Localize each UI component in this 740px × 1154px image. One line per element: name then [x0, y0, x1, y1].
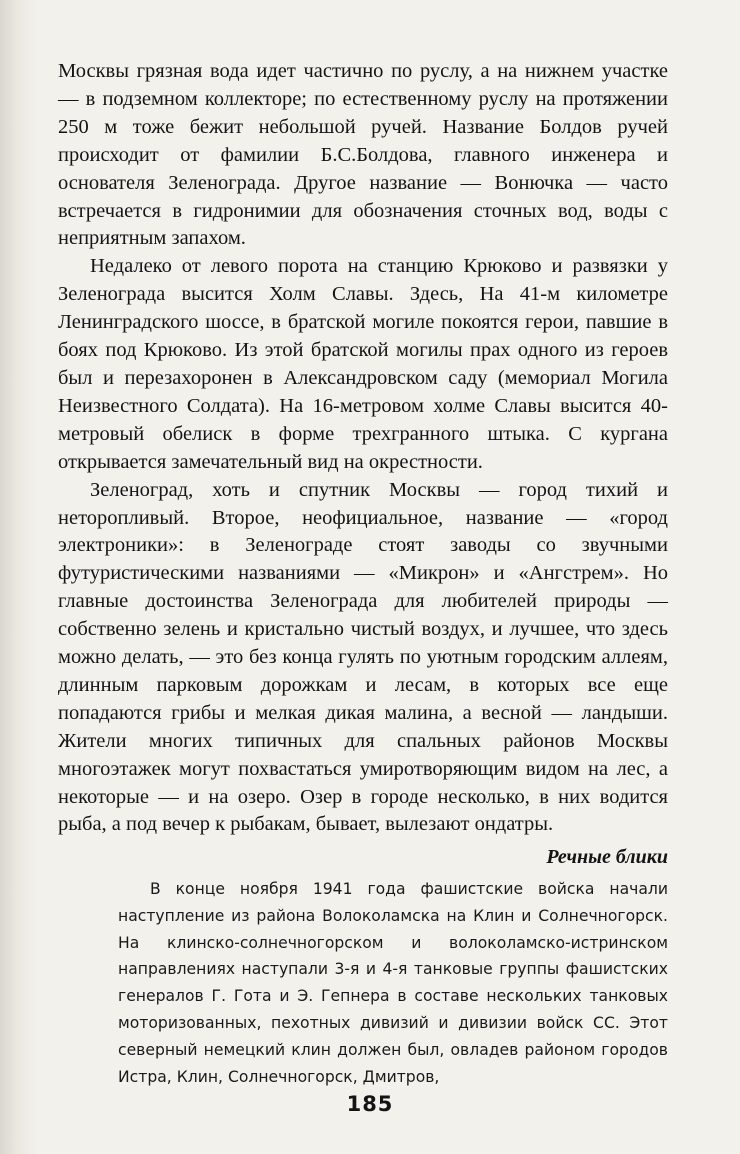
section-paragraph: В конце ноября 1941 года фашистские войска начали наступление из района Волоколамска на Клин и Солнечногорск. На клинско-солнечногорском и волоколамско-истринском направлениях наступали 3-я и 4-я танковые группы фашистских генералов Г. Гота и Э. Гепнера в составе нескольких танковых моторизованных, пехотных дивизий и дивизии войск СС. Этот северный немецкий клин должен был, овладев районом городов Истра, Клин, Солнечногорск, Дмитров, — [118, 880, 668, 1086]
page-number: 185 — [346, 1092, 394, 1116]
main-text — [58, 58, 668, 839]
paragraph-1: Москвы грязная вода идет частично по руслу, а на нижнем участке — в подземном коллекторе; по естественному руслу на протяжении 250 м тоже бежит небольшой ручей. Название Болдов ручей происходит от фамилии Б.С.Болдова, главного инженера и основателя Зеленограда. Другое название — Вонючка — часто встречается в гидронимии для обозначения сточных вод, воды с неприятным запахом. — [58, 60, 668, 250]
section-body — [118, 876, 668, 1090]
paragraph-2: Недалеко от левого порота на станцию Крюково и развязки у Зеленограда высится Холм Славы. Здесь, На 41-м километре Ленинградского шоссе, в братской могиле покоятся герои, павшие в боях под Крюково. Из этой братской могилы прах одного из героев был и перезахоронен в Александровском саду (мемориал Могила Неизвестного Солдата). На 16-метровом холме Славы высится 40-метровый обелиск в форме трехгранного штыка. С кургана открывается замечательный вид на окрестности. — [58, 255, 668, 473]
section-heading: Речные блики — [546, 846, 668, 868]
scan-margin-shadow — [0, 0, 38, 1154]
paragraph-3: Зеленоград, хоть и спутник Москвы — город тихий и неторопливый. Второе, неофициальное, название — «город электроники»: в Зеленограде стоят заводы со звучными футуристическими названиями — «Микрон» и «Ангстрем». Но главные достоинства Зеленограда для любителей природы — собственно зелень и кристально чистый воздух, и лучшее, что здесь можно делать, — это без конца гулять по уютным городским аллеям, длинным парковым дорожкам и лесам, в которых все еще попадаются грибы и мелкая дикая малина, а весной — ландыши. Жители многих типичных для спальных районов Москвы многоэтажек могут похвастаться умиротворяющим видом на лес, а некоторые — и на озеро. Озер в городе несколько, в них водится рыба, а под вечер к рыбакам, бывает, вылезают ондатры. — [58, 478, 668, 836]
